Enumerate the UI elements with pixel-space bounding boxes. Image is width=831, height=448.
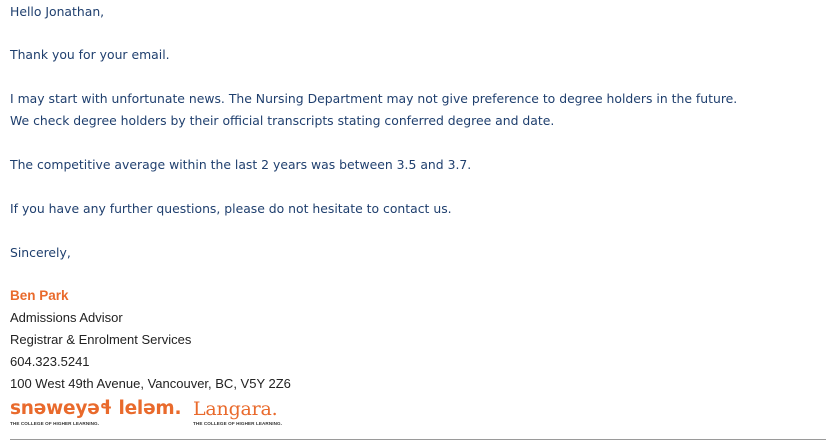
closing-text: Sincerely,: [10, 245, 71, 260]
greeting-text: Hello Jonathan,: [10, 4, 105, 19]
signature-address: 100 West 49th Avenue, Vancouver, BC, V5Y 2Z6: [10, 376, 291, 391]
signature-department: Registrar & Enrolment Services: [10, 332, 192, 347]
logo-left-tagline: THE COLLEGE OF HIGHER LEARNING.: [10, 421, 100, 426]
logo-right-tagline: THE COLLEGE OF HIGHER LEARNING.: [193, 421, 283, 426]
signature-title: Admissions Advisor: [10, 310, 123, 325]
paragraph2-text: The competitive average within the last 2 years was between 3.5 and 3.7.: [10, 157, 472, 172]
logo-right-wordmark: Langara.: [193, 398, 278, 420]
snaweyal-lelam-logo: [10, 398, 181, 427]
signature-name: Ben Park: [10, 288, 69, 303]
logo-left-wordmark: snəweyəɬ leləm.: [10, 398, 182, 419]
thanks-text: Thank you for your email.: [10, 47, 170, 62]
signature-divider: [10, 439, 826, 440]
signature-phone: 604.323.5241: [10, 354, 90, 369]
paragraph1-line2: We check degree holders by their official transcripts stating conferred degree and date.: [10, 113, 555, 128]
paragraph3-text: If you have any further questions, please do not hesitate to contact us.: [10, 201, 452, 216]
paragraph1-line1: I may start with unfortunate news. The Nursing Department may not give preference to degree holders in the future.: [10, 91, 738, 106]
langara-logo: [193, 398, 282, 427]
